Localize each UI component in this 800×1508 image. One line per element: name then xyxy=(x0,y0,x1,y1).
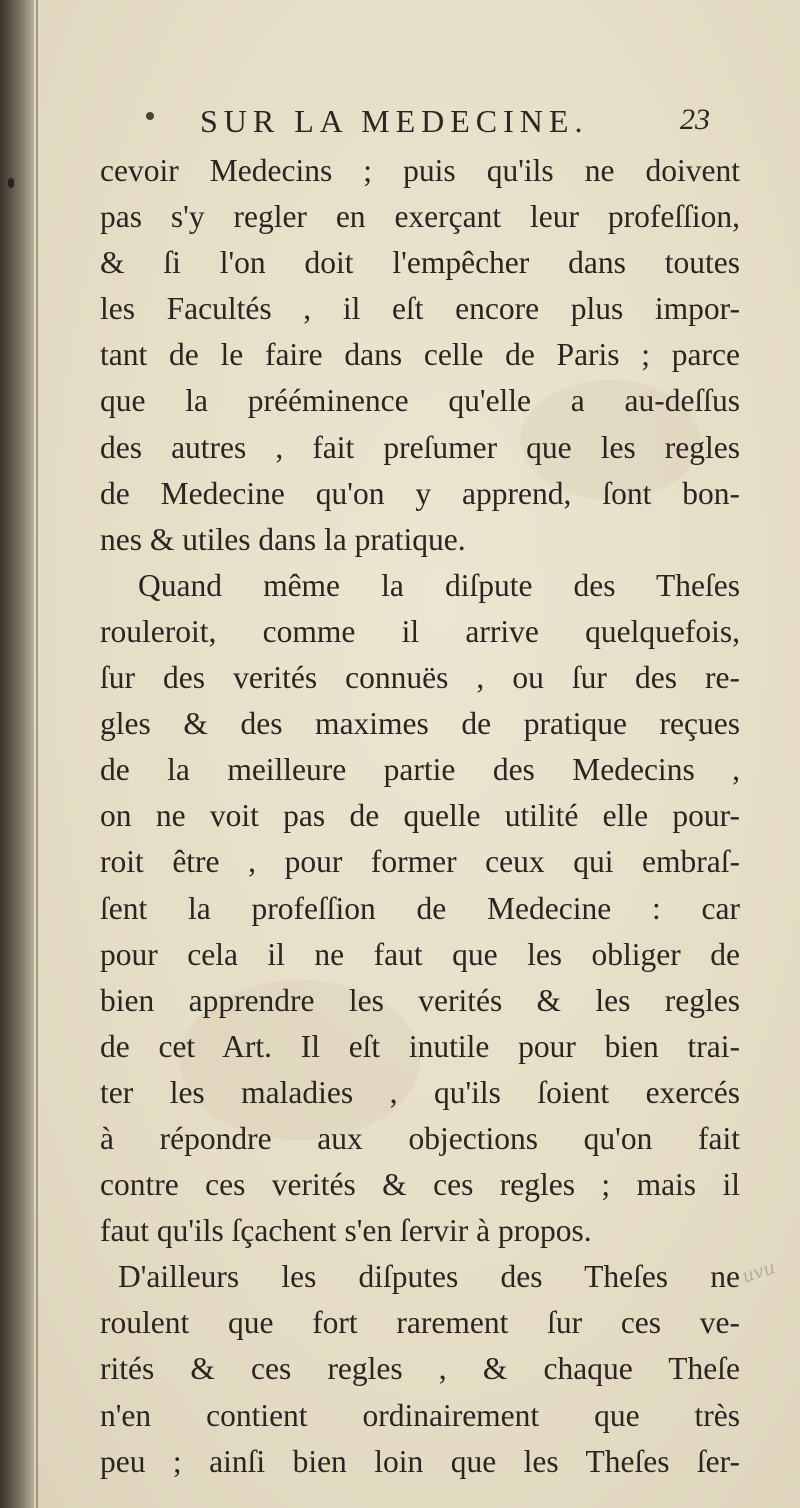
text-line: rouleroit, comme il arrive quelquefois, xyxy=(100,613,740,649)
binding-gutter xyxy=(0,0,34,1508)
text-line: de la meilleure partie des Medecins , xyxy=(100,752,740,788)
text-line: de cet Art. Il eſt inutile pour bien trai- xyxy=(100,1028,740,1064)
text-line: pas s'y regler en exerçant leur profeſſion, xyxy=(100,199,740,235)
text-line: ſur des verités connuës , ou ſur des re- xyxy=(100,660,740,696)
text-line: on ne voit pas de quelle utilité elle pour- xyxy=(100,798,740,834)
text-line: rités & ces regles , & chaque Theſe xyxy=(100,1351,740,1387)
text-line: D'ailleurs les diſputes des Theſes ne xyxy=(118,1259,740,1295)
gutter-edge xyxy=(36,0,38,1508)
text-line: cevoir Medecins ; puis qu'ils ne doivent xyxy=(100,153,740,188)
text-line: & ſi l'on doit l'empêcher dans toutes xyxy=(100,245,740,281)
margin-mark xyxy=(8,178,14,188)
running-head xyxy=(200,103,710,149)
running-head-title: SUR LA MEDECINE. xyxy=(200,103,589,139)
text-line: roulent que fort rarement ſur ces ve- xyxy=(100,1305,740,1341)
body-text xyxy=(100,148,740,1485)
text-line: gles & des maximes de pratique reçues xyxy=(100,706,740,742)
text-line: bien apprendre les verités & les regles xyxy=(100,982,740,1018)
text-line: roit être , pour former ceux qui embraſ- xyxy=(100,844,740,880)
text-line: les Facultés , il eſt encore plus impor- xyxy=(100,291,740,327)
text-line: peu ; ainſi bien loin que les Theſes ſer- xyxy=(100,1443,740,1479)
text-line: des autres , fait preſumer que les regles xyxy=(100,429,740,465)
text-line: contre ces verités & ces regles ; mais il xyxy=(100,1167,740,1203)
text-line: de Medecine qu'on y apprend, ſont bon- xyxy=(100,475,740,511)
text-line: tant de le faire dans celle de Paris ; parce xyxy=(100,337,740,373)
page-number: 23 xyxy=(680,103,710,136)
text-line: ter les maladies , qu'ils ſoient exercés xyxy=(100,1074,740,1110)
text-line: à répondre aux objections qu'on fait xyxy=(100,1120,740,1156)
text-line: nes & utiles dans la pratique. xyxy=(100,521,466,557)
text-line: faut qu'ils ſçachent s'en ſervir à propos. xyxy=(100,1213,592,1249)
text-line: ſent la profeſſion de Medecine : car xyxy=(100,890,740,926)
ornament-mark xyxy=(146,112,154,120)
text-line: que la prééminence qu'elle a au-deſſus xyxy=(100,383,740,419)
text-line: pour cela il ne faut que les obliger de xyxy=(100,936,740,972)
margin-annotation: uvu xyxy=(739,1257,778,1288)
text-line: Quand même la diſpute des Theſes xyxy=(138,567,740,603)
text-line: n'en contient ordinairement que très xyxy=(100,1397,740,1433)
